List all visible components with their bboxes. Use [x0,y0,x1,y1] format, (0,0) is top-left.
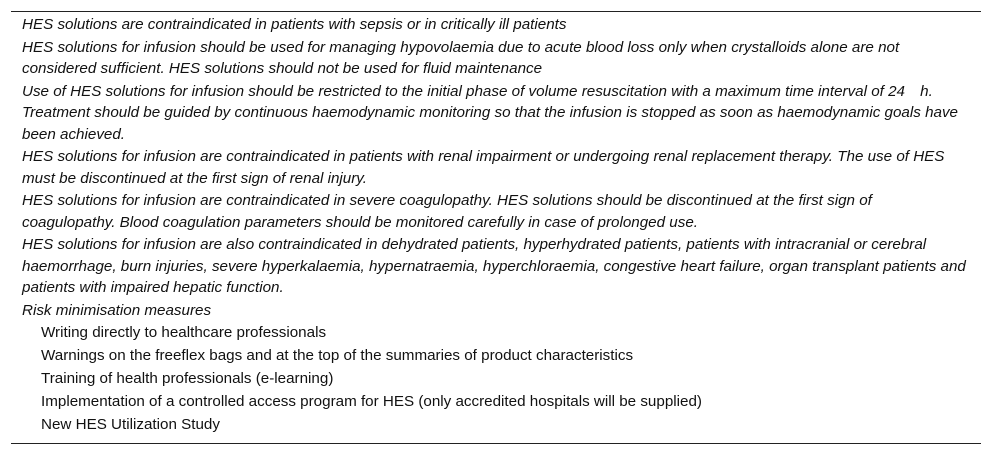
risk-measure-item: New HES Utilization Study [41,416,220,433]
risk-measure-item: Implementation of a controlled access program for HES (only accredited hospitals will be supplied) [41,393,702,410]
row-coagulopathy: HES solutions for infusion are contraindicated in severe coagulopathy. HES solutions should be discontinued at the first sign of coagulopathy. Blood coagulation parameters should be monitored carefully in case of prolonged use. [22,192,872,231]
row-renal: HES solutions for infusion are contraindicated in patients with renal impairment or undergoing renal replacement therapy. The use of HES must be discontinued at the first sign of renal injury. [22,148,945,187]
risk-measure-item: Training of health professionals (e-learning) [41,370,334,387]
risk-measure-item: Writing directly to healthcare professionals [41,324,327,341]
row-resuscitation: Use of HES solutions for infusion should be restricted to the initial phase of volume resuscitation with a maximum time interval of 24 h. Treatment should be guided by continuous haemodynamic monitoring so that the infusion is stopped as soon as haemodynamic goals have been achieved. [22,82,959,143]
row-other-contraindications: HES solutions for infusion are also contraindicated in dehydrated patients, hyperhydrated patients, patients with intracranial or cerebral haemorrhage, burn injuries, severe hyperkalaemia, hypernatraemia, hyperchloraemia, congestive heart failure, organ transplant patients and patients with impaired hepatic function. [22,236,966,296]
risk-minimisation-header: Risk minimisation measures [22,301,212,319]
row-hypovolaemia: HES solutions for infusion should be used for managing hypovolaemia due to acute blood loss only when crystalloids alone are not considered sufficient. HES solutions should not be used for fluid maintenance [22,38,900,77]
risk-measure-item: Warnings on the freeflex bags and at the top of the summaries of product characteristics [41,347,634,364]
recommendations-table [11,11,981,444]
row-sepsis: HES solutions are contraindicated in patients with sepsis or in critically ill patients [22,16,567,33]
